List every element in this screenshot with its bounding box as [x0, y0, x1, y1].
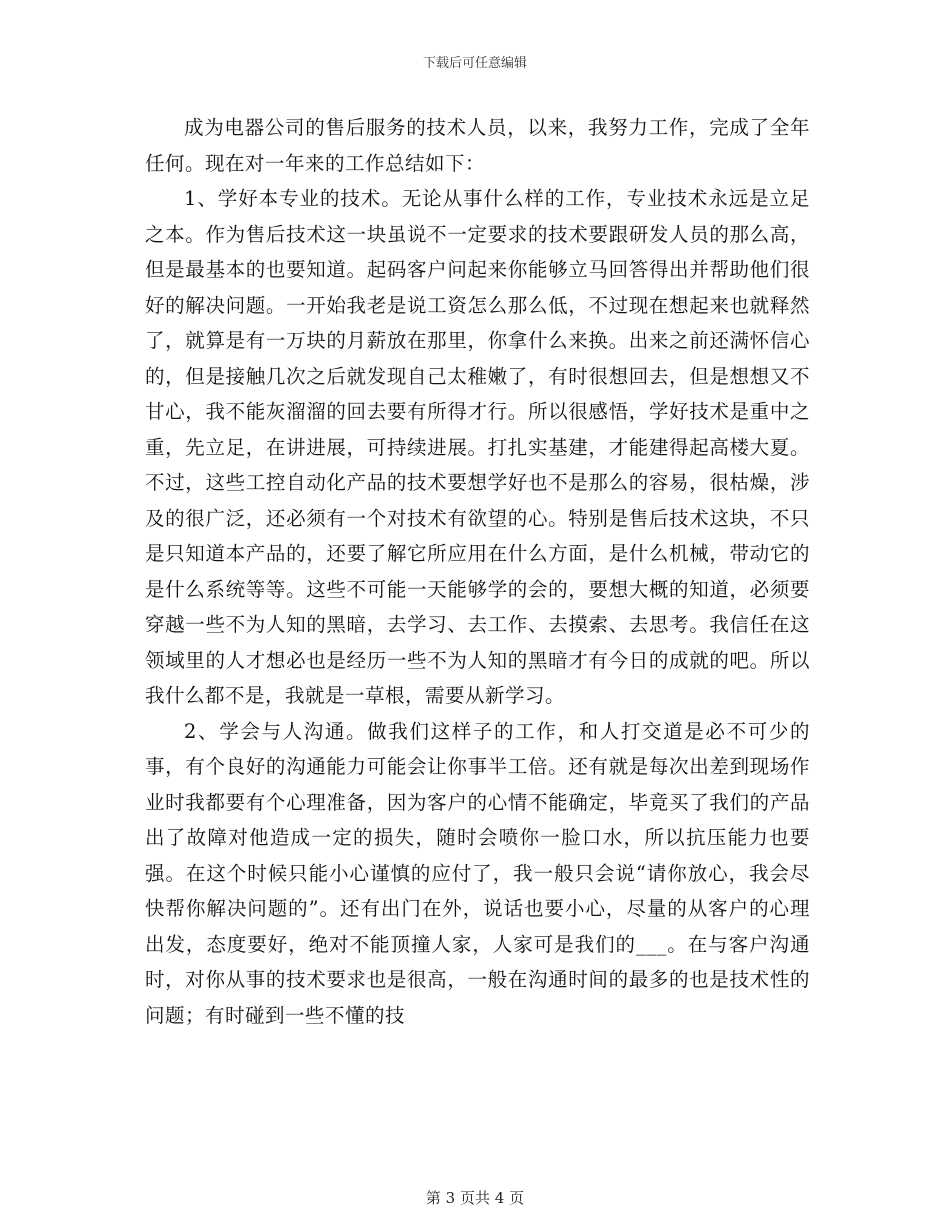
document-body — [145, 110, 810, 1033]
paragraph-intro: 成为电器公司的售后服务的技术人员，以来，我努力工作，完成了全年任何。现在对一年来的工作总结如下： — [145, 116, 810, 175]
page-header: 下载后可任意编辑 — [422, 56, 527, 71]
paragraph-point-2: 2、学会与人沟通。做我们这样子的工作，和人打交道是必不可少的事，有个良好的沟通能力可能会让你事半工倍。还有就是每次出差到现场作业时我都要有个心理准备，因为客户的心情不能确定，毕竟买了我们的产品出了故障对他造成一定的损失，随时会喷你一脸口水，所以抗压能力也要强。在这个时候只能小心谨慎的应付了，我一般只会说“请你放心，我会尽快帮你解决问题的”。还有出门在外，说话也要小心，尽量的从客户的心理出发，态度要好，绝对不能顶撞人家，人家可是我们的___。在与客户沟通时，对你从事的技术要求也是很高，一般在沟通时间的最多的也是技术性的问题；有时碰到一些不懂的技 — [145, 719, 810, 1027]
page-number: 第 3 页共 4 页 — [425, 1189, 525, 1207]
paragraph-point-1: 1、学好本专业的技术。无论从事什么样的工作，专业技术永远是立足之本。作为售后技术这一块虽说不一定要求的技术要跟研发人员的那么高，但是最基本的也要知道。起码客户问起来你能够立马回答得出并帮助他们很好的解决问题。一开始我老是说工资怎么那么低，不过现在想起来也就释然了，就算是有一万块的月薪放在那里，你拿什么来换。出来之前还满怀信心的，但是接触几次之后就发现自己太稚嫩了，有时很想回去，但是想想又不甘心，我不能灰溜溜的回去要有所得才行。所以很感悟，学好技术是重中之重，先立足，在讲进展，可持续进展。打扎实基建，才能建得起高楼大夏。不过，这些工控自动化产品的技术要想学好也不是那么的容易，很枯燥，涉及的很广泛，还必须有一个对技术有欲望的心。特别是售后技术这块，不只是只知道本产品的，还要了解它所应用在什么方面，是什么机械，带动它的是什么系统等等。这些不可能一天能够学的会的，要想大概的知道，必须要穿越一些不为人知的黑暗，去学习、去工作、去摸索、去思考。我信任在这领域里的人才想必也是经历一些不为人知的黑暗才有今日的成就的吧。所以我什么都不是，我就是一草根，需要从新学习。 — [145, 187, 810, 707]
